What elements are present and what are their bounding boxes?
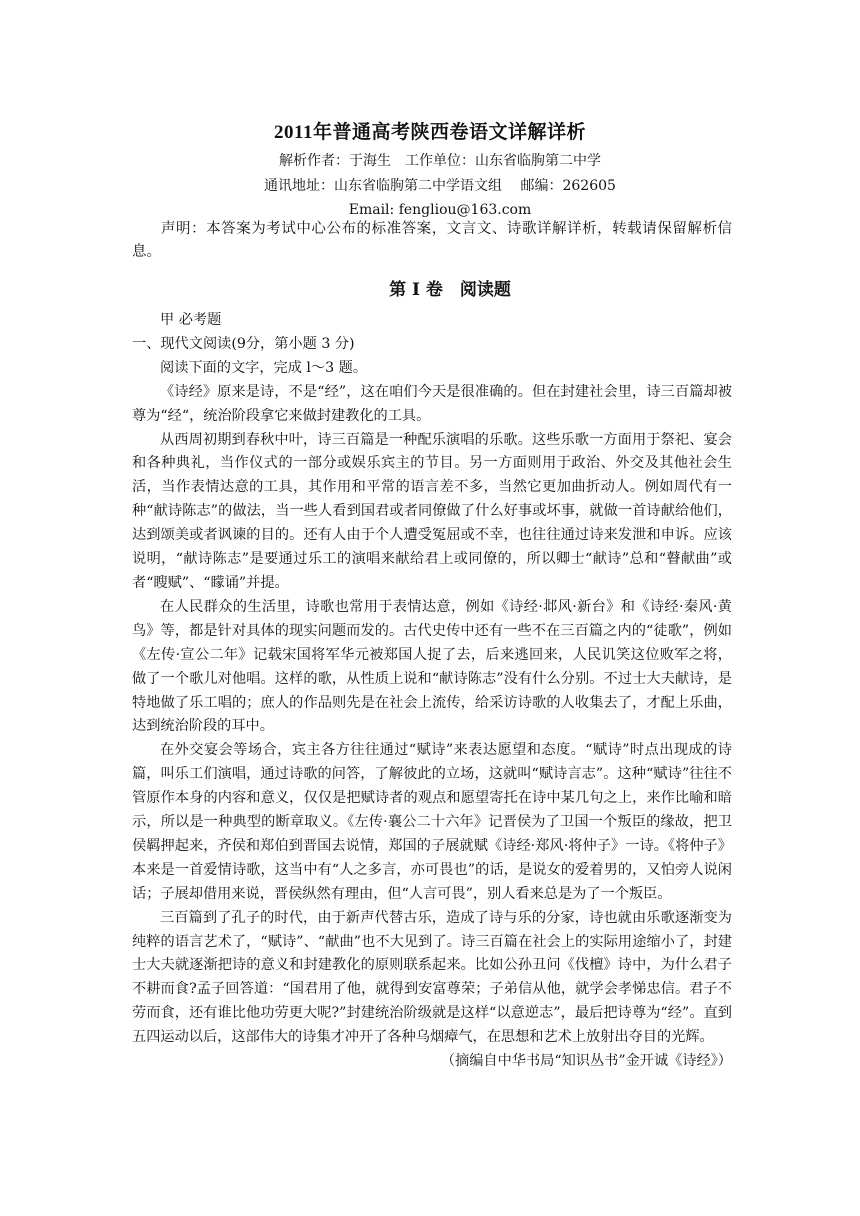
section-heading: 第 I 卷 阅读题 <box>389 280 511 300</box>
document-title: 2011年普通高考陕西卷语文详解详析 <box>274 122 586 143</box>
email-line: Email: fengliou@163.com <box>348 202 532 218</box>
declaration: 声明：本答案为考试中心公布的标准答案，文言文、诗歌详解详析，转载请保留解析信息。 <box>132 221 732 260</box>
address-line: 通讯地址：山东省临朐第二中学语文组 邮编：262605 <box>264 178 616 194</box>
instruction: 阅读下面的文字，完成 l～3 题。 <box>160 359 368 376</box>
paragraph: 《诗经》原来是诗，不是“经”，这在咱们今天是很准确的。但在封建社会里，诗三百篇却被尊为“经“，统治阶段拿它来做封建教化的工具。 <box>132 383 732 424</box>
paragraph: 在人民群众的生活里，诗歌也常用于表情达意，例如《诗经·邶风·新台》和《诗经·秦风·黄鸟》等，都是针对具体的现实问题而发的。古代史传中还有一些不在三百篇之内的“徒歌”，例如《左传·宣公二年》记载宋国将军华元被郑国人捉了去，后来逃回来，人民讥笑这位败军之将，做了一个歌儿对他唱。这样的歌，从性质上说和“献诗陈志”没有什么分别。不过士大夫献诗，是特地做了乐工唱的；庶人的作品则先是在社会上流传，给采访诗歌的人收集去了，才配上乐曲，达到统治阶段的耳中。 <box>132 598 732 735</box>
paragraph: 在外交宴会等场合，宾主各方往往通过“赋诗”来表达愿望和态度。“赋诗”时点出现成的诗篇，叫乐工们演唱，通过诗歌的问答，了解彼此的立场，这就叫“赋诗言志”。这种“赋诗”往往不管原作本身的内容和意义，仅仅是把赋诗者的观点和愿望寄托在诗中某几句之上，来作比喻和暗示，所以是一种典型的断章取义。《左传·襄公二十六年》记晋侯为了卫国一个叛臣的缘故，把卫侯羁押起来，齐侯和郑伯到晋国去说情，郑国的子展就赋《诗经·郑风·将仲子》一诗。《将仲子》本来是一首爱情诗歌，这当中有“人之多言，亦可畏也”的话，是说女的爱着男的，又怕旁人说闲话；子展却借用来说，晋侯纵然有理由，但“人言可畏”，别人看来总是为了一个叛臣。 <box>132 742 732 902</box>
question-heading: 一、现代文阅读(9分，第小题 3 分) <box>132 335 355 352</box>
part-label: 甲 必考题 <box>160 312 222 328</box>
author-line: 解析作者：于海生 工作单位：山东省临朐第二中学 <box>279 153 601 169</box>
source-citation: （摘编自中华书局“知识丛书”金开诚《诗经》） <box>440 1053 732 1070</box>
paragraph: 三百篇到了孔子的时代，由于新声代替古乐，造成了诗与乐的分家，诗也就由乐歌逐渐变为纯粹的语言艺术了，“赋诗”、“献曲”也不大见到了。诗三百篇在社会上的实际用途缩小了，封建士大夫就逐渐把诗的意义和封建教化的原则联系起来。比如公孙丑问《伐檀》诗中，为什么君子不耕而食?孟子回答道：“国君用了他，就得到安富尊荣；子弟信从他，就学会孝悌忠信。君子不劳而食，还有谁比他功劳更大呢?”封建统治阶级就是这样“以意逆志”，最后把诗尊为“经”。直到五四运动以后，这部伟大的诗集才冲开了各种乌烟瘴气，在思想和艺术上放射出夺目的光辉。 <box>132 909 732 1046</box>
paragraph: 从西周初期到春秋中叶，诗三百篇是一种配乐演唱的乐歌。这些乐歌一方面用于祭祀、宴会和各种典礼，当作仪式的一部分或娱乐宾主的节目。另一方面则用于政治、外交及其他社会生活，当作表情达意的工具，其作用和平常的语言差不多，当然它更加曲折动人。例如周代有一种“献诗陈志”的做法，当一些人看到国君或者同僚做了什么好事或坏事，就做一首诗献给他们，达到颂美或者讽谏的目的。还有人由于个人遭受冤屈或不幸，也往往通过诗来发泄和申诉。应该说明，“献诗陈志”是要通过乐工的演唱来献给君上或同僚的，所以卿士“献诗”总和“瞽献曲”或者“瞍赋”、“矇诵”并提。 <box>132 431 732 591</box>
document-body <box>132 309 732 1074</box>
